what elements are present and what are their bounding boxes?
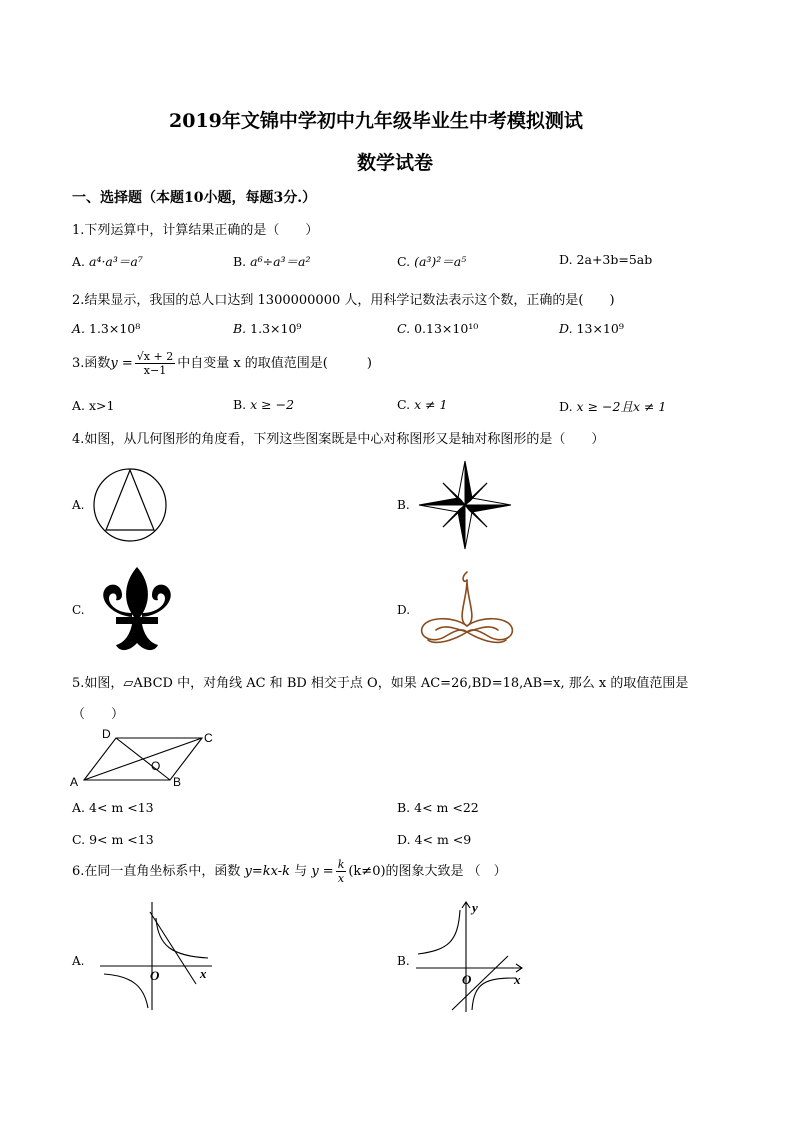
q2-a-text: 1.3×10⁸ xyxy=(89,321,141,336)
q6-prefix: 6.在同一直角坐标系中，函数 xyxy=(72,864,245,879)
q3-c-label: C. xyxy=(397,397,411,412)
q3-b-label: B. xyxy=(233,397,247,412)
q6-linear-func: y=kx-k xyxy=(244,864,291,879)
q4-stem: 4.如图，从几何图形的角度看，下列这些图案既是中心对称图形又是轴对称图形的是（ ） xyxy=(72,432,605,447)
q2-c-label: C. xyxy=(397,321,411,336)
q5-stem-line2: （ ） xyxy=(72,707,125,722)
page-subtitle: 数学试卷 xyxy=(357,152,434,174)
q5-d-label: D. xyxy=(397,832,411,847)
q3-option-d xyxy=(559,397,666,415)
vertex-c-label: C xyxy=(204,731,213,745)
q3-a-label: A. xyxy=(72,398,86,413)
graph-b-origin: O xyxy=(462,972,472,987)
q2-c-text: 0.13×10¹⁰ xyxy=(414,321,479,336)
q6-fraction xyxy=(336,858,347,885)
q1-a-label: A. xyxy=(72,254,86,269)
q2-a-label: A. xyxy=(72,321,86,336)
q1-d-label: D. xyxy=(559,252,573,267)
q3-fraction xyxy=(135,350,175,377)
q3-option-c xyxy=(397,397,448,412)
graph-a xyxy=(96,900,220,1012)
q3-numerator: √x + 2 xyxy=(136,350,174,363)
q3-y-eq: y = xyxy=(110,356,133,371)
q3-prefix: 3.函数 xyxy=(72,356,111,371)
circle-triangle-figure xyxy=(92,467,168,543)
q3-a-text: x>1 xyxy=(89,398,115,413)
q5-option-c xyxy=(72,832,154,847)
q5-d-text: 4< m <9 xyxy=(414,832,472,847)
q3-option-b xyxy=(233,397,294,412)
q4-d-label: D. xyxy=(397,603,411,617)
graph-b xyxy=(412,898,536,1016)
ornament-swirl-figure xyxy=(416,570,518,650)
q4-a-label: A. xyxy=(72,498,85,512)
q6-suffix: 的图象大致是 （ ） xyxy=(385,864,507,879)
q5-option-b xyxy=(397,800,479,815)
q3-denominator: x−1 xyxy=(143,364,167,377)
fleur-de-lis-figure xyxy=(92,565,182,657)
vertex-b-label: B xyxy=(173,775,182,789)
q3-c-text: x ≠ 1 xyxy=(414,397,448,412)
q2-option-c xyxy=(397,321,478,336)
q3-option-a xyxy=(72,398,114,413)
parallelogram-figure xyxy=(70,728,220,790)
q5-c-label: C. xyxy=(72,832,86,847)
q5-c-text: 9< m <13 xyxy=(89,832,154,847)
q5-b-text: 4< m <22 xyxy=(414,800,479,815)
q2-stem: 2.结果显示，我国的总人口达到 1300000000 人，用科学记数法表示这个数，正确的是( ) xyxy=(72,293,615,308)
q2-option-a xyxy=(72,321,140,336)
q3-suffix: 中自变量 x 的取值范围是( ) xyxy=(177,356,372,371)
q6-stem xyxy=(72,858,507,885)
q5-option-a xyxy=(72,800,154,815)
q5-stem-line1: 5.如图，▱ABCD 中，对角线 AC 和 BD 相交于点 O，如果 AC=26,BD=18,AB=x, 那么 x 的取值范围是 xyxy=(72,676,689,691)
q5-a-label: A. xyxy=(72,800,86,815)
q5-b-label: B. xyxy=(397,800,411,815)
q1-stem: 1.下列运算中，计算结果正确的是（ ） xyxy=(72,223,319,238)
vertex-a-label: A xyxy=(70,775,79,789)
vertex-d-label: D xyxy=(102,727,111,741)
q2-option-b xyxy=(233,321,301,336)
q2-b-label: B. xyxy=(233,321,247,336)
q1-option-b xyxy=(233,252,311,270)
q5-a-text: 4< m <13 xyxy=(89,800,154,815)
graph-a-origin: O xyxy=(150,968,160,983)
q1-a-expr: a⁴·a³＝a⁷ xyxy=(89,254,143,269)
q1-option-d xyxy=(559,252,652,267)
q6-b-label: B. xyxy=(397,954,410,968)
q1-d-expr: 2a+3b=5ab xyxy=(576,252,653,267)
q6-denominator: x xyxy=(337,872,345,885)
q1-c-expr: (a³)²＝a⁵ xyxy=(414,254,467,269)
q6-y-eq: y = xyxy=(311,864,334,879)
q3-d-text: x ≥ −2且x ≠ 1 xyxy=(576,399,667,414)
q2-d-label: D. xyxy=(559,321,573,336)
q6-numerator: k xyxy=(337,858,345,871)
q1-option-a xyxy=(72,252,143,270)
center-o-label: O xyxy=(151,759,161,773)
graph-b-y-label: y xyxy=(472,900,478,915)
q2-b-text: 1.3×10⁹ xyxy=(250,321,302,336)
q5-option-d xyxy=(397,832,471,847)
q3-d-label: D. xyxy=(559,399,573,414)
q1-b-label: B. xyxy=(233,254,247,269)
q4-b-label: B. xyxy=(397,498,410,512)
q2-d-text: 13×10⁹ xyxy=(576,321,624,336)
q4-c-label: C. xyxy=(72,603,85,617)
q6-a-label: A. xyxy=(72,954,85,968)
q1-option-c xyxy=(397,252,466,270)
q1-c-label: C. xyxy=(397,254,411,269)
page-title: 2019年文锦中学初中九年级毕业生中考模拟测试 xyxy=(169,110,583,132)
q6-mid: 与 xyxy=(290,864,312,879)
q3-stem xyxy=(72,350,372,377)
graph-a-x-label: x xyxy=(200,966,207,981)
q3-b-text: x ≥ −2 xyxy=(250,397,295,412)
q1-b-expr: a⁶÷a³＝a² xyxy=(250,254,311,269)
q6-condition: (k≠0) xyxy=(348,864,386,879)
section-heading: 一、选择题（本题10小题，每题3分.） xyxy=(72,190,317,206)
q2-option-d xyxy=(559,321,624,336)
graph-b-x-label: x xyxy=(514,972,521,987)
compass-star-figure xyxy=(418,460,512,550)
